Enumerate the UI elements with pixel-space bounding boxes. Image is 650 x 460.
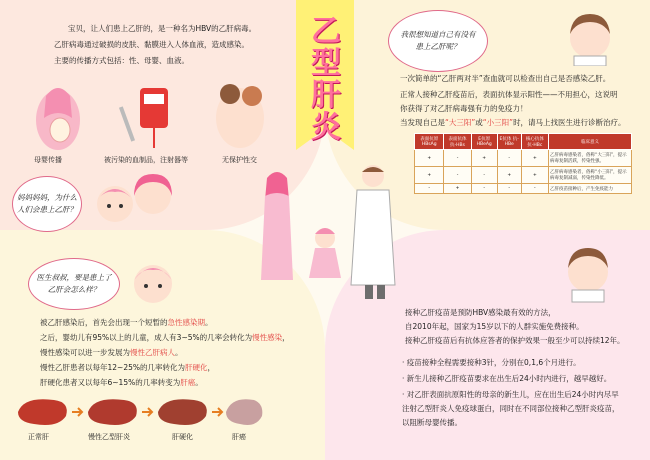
couple-illustration (216, 84, 264, 148)
table-cell: - (444, 150, 471, 167)
highlight: 急性感染期 (167, 318, 205, 327)
table-cell: + (415, 167, 444, 184)
bullet-item: · 对乙肝表面抗原阳性的母亲的新生儿，应在出生后24小时内尽早 (402, 390, 619, 399)
text-segment: 。 (205, 318, 213, 327)
highlight-big-three: “大三阳” (445, 118, 476, 127)
text-segment: ， (207, 363, 215, 372)
doctor-face (556, 240, 620, 304)
text-segment: 。 (195, 378, 203, 387)
table-cell: + (521, 150, 548, 167)
caption-mother-baby: 母婴传播 (34, 156, 62, 164)
doctor-face (560, 6, 620, 66)
speech-bubble: 我很想知道自己有没有患上乙肝呢？ (388, 10, 488, 72)
speech-bubble: 妈妈妈妈，为什么人们会患上乙肝？ (12, 176, 82, 232)
table-cell: 乙肝疫苗接种后，产生免疫能力 (549, 184, 632, 194)
table-header: 临床意义 (549, 134, 632, 150)
info-line-diagnosis (400, 116, 626, 129)
table-cell: + (471, 150, 497, 167)
text-segment: 肝硬化患者又以每年6~15%的几率转变为 (40, 378, 181, 387)
table-cell: + (521, 167, 548, 184)
table-row (415, 150, 632, 167)
intro-line: 宝贝，让人们患上乙肝的，是一种名为HBV的乙肝病毒。 (68, 24, 257, 33)
blood-bag-syringe-illustration (119, 88, 168, 148)
table-cell: - (444, 167, 471, 184)
bullet-item: 注射乙型肝炎人免疫球蛋白，同时在不同部位接种乙型肝炎疫苗， (402, 404, 620, 413)
table-cell: + (497, 167, 521, 184)
text-segment: 被乙肝感染后，首先会出现一个短暂的 (40, 318, 168, 327)
highlight: 慢性乙肝病人 (130, 348, 175, 357)
bullet-item: 以阻断母婴传播。 (402, 418, 462, 427)
child-face (126, 256, 180, 310)
text-segment: 慢性感染可以进一步发展为 (40, 348, 130, 357)
intro-line: 乙肝病毒通过破损的皮肤、黏膜进入人体血液，造成感染。 (54, 40, 249, 49)
bullet-item: · 疫苗接种全程需要接种3针，分别在0,1,6个月进行。 (402, 358, 581, 367)
progression-line (40, 331, 290, 344)
text-segment: 时，请马上找医生进行诊断治疗。 (513, 118, 626, 127)
arrow-right-icon (142, 408, 152, 416)
intro-line: 主要的传播方式包括：性、母婴、血液。 (54, 56, 189, 65)
cirrhosis-liver-icon (158, 399, 207, 425)
liver-label: 肝硬化 (172, 433, 193, 441)
liver-progression-illustration (14, 394, 264, 432)
highlight: 慢性感染 (252, 333, 283, 342)
table-header: E抗体 抗-HBe (497, 134, 521, 150)
liver-cancer-icon (226, 399, 262, 425)
info-line: 你获得了对乙肝病毒强有力的免疫力！ (400, 104, 528, 113)
table-row (415, 184, 632, 194)
title-char: 乙 (311, 14, 341, 49)
table-cell: - (471, 167, 497, 184)
table-cell: + (415, 150, 444, 167)
caption-sex: 无保护性交 (222, 156, 257, 164)
arrow-right-icon (72, 408, 82, 416)
vaccine-line: 自2010年起，国家为15岁以下的人群实施免费接种。 (405, 322, 584, 331)
progression-line (40, 376, 203, 389)
hbv-test-table (414, 133, 632, 194)
normal-liver-icon (18, 399, 67, 425)
mother-baby-illustration (36, 88, 80, 150)
table-cell: - (521, 184, 548, 194)
liver-label: 正常肝 (28, 433, 49, 441)
table-cell: - (497, 150, 521, 167)
progression-line (40, 361, 215, 374)
child-figure (309, 228, 341, 278)
mother-figure (261, 172, 293, 280)
text-segment: 慢性乙肝患者以每年12~25%的几率转化为 (40, 363, 185, 372)
table-cell: 乙肝病毒感染者，俗称“小三阳”，提示病毒复制减弱，传染性降低。 (549, 167, 632, 184)
title-char: 肝 (311, 78, 341, 113)
table-cell: 乙肝病毒感染者，俗称“大三阳”，提示病毒复制活跃，传染性强。 (549, 150, 632, 167)
arrow-right-icon (212, 408, 222, 416)
transmission-illustrations (20, 78, 290, 153)
center-figures-illustration (255, 160, 405, 300)
text-segment: 之后，婴幼儿有95%以上的儿童，成人有3~5%的几率会转化为 (40, 333, 253, 342)
table-header: E抗原 HBeAg (471, 134, 497, 150)
table-header: 表面抗体 抗-HBs (444, 134, 471, 150)
text-segment: ， (282, 333, 290, 342)
table-cell: - (497, 184, 521, 194)
text-segment: 或 (475, 118, 483, 127)
progression-line (40, 346, 183, 359)
info-line: 正常人接种乙肝疫苗后，表面抗体显示阳性——不用担心，这说明 (400, 90, 618, 99)
liver-label: 肝癌 (232, 433, 246, 441)
highlight: 肝癌 (180, 378, 196, 387)
vaccine-line: 接种乙肝疫苗后有抗体应答者的保护效果一般至少可以持续12年。 (405, 336, 625, 345)
text-segment: 。 (175, 348, 183, 357)
mother-face (128, 168, 178, 223)
table-header-row (415, 134, 632, 150)
table-header: 表面抗原 HBsAg (415, 134, 444, 150)
progression-line (40, 316, 213, 329)
text-segment: 当发现自己是 (400, 118, 445, 127)
table-cell: - (471, 184, 497, 194)
chronic-hepatitis-liver-icon (88, 399, 137, 425)
doctor-figure (351, 165, 395, 299)
table-row (415, 167, 632, 184)
highlight-small-three: “小三阳” (482, 118, 514, 127)
info-line: 一次简单的“乙肝两对半”查血就可以检查出自己是否感染乙肝。 (400, 74, 611, 83)
bullet-item: · 新生儿接种乙肝疫苗要求在出生后24小时内进行，越早越好。 (402, 374, 612, 383)
speech-bubble: 医生叔叔，要是患上了乙肝会怎么样？ (28, 258, 120, 310)
table-cell: - (415, 184, 444, 194)
title-char: 型 (311, 46, 341, 81)
caption-blood: 被污染的血制品，注射器等 (104, 156, 188, 164)
liver-label: 慢性乙型肝炎 (88, 433, 130, 441)
vaccine-line: 接种乙肝疫苗是预防HBV感染最有效的方法， (405, 308, 556, 317)
title-char: 炎 (311, 110, 341, 145)
highlight: 肝硬化 (185, 363, 208, 372)
table-cell: + (444, 184, 471, 194)
table-header: 核心抗体 抗-HBc (521, 134, 548, 150)
